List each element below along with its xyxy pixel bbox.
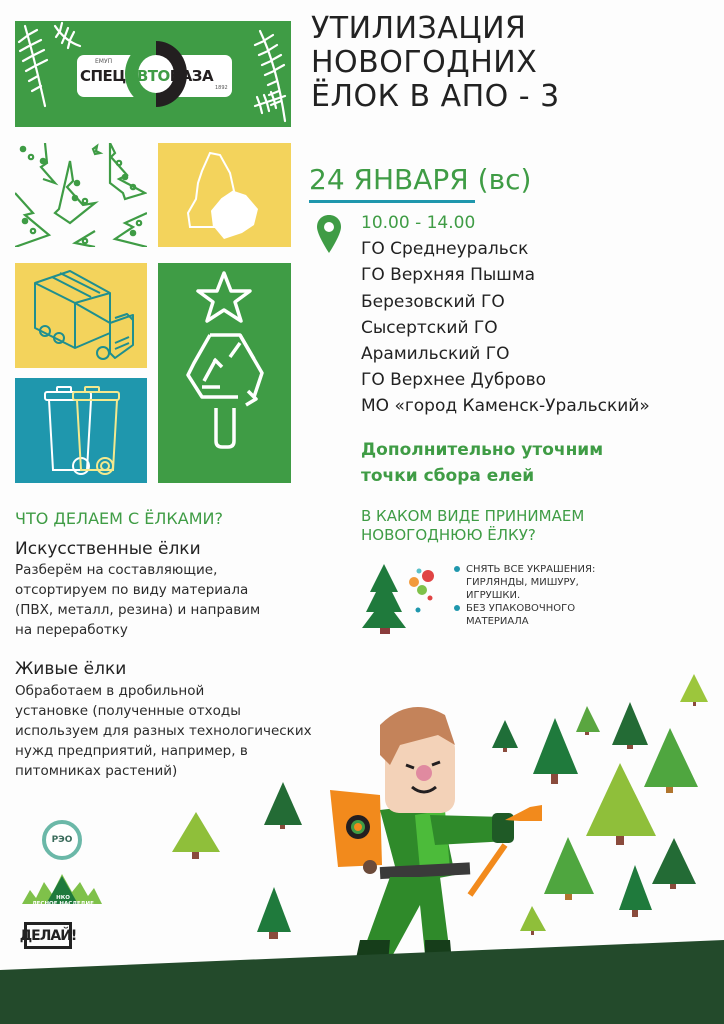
description-line: (ПВХ, металл, резина) и направим <box>15 602 261 618</box>
location-item: Арамильский ГО <box>361 344 510 365</box>
location-item: ГО Верхнее Дуброво <box>361 370 546 391</box>
description-line: используем для разных технологических <box>15 723 312 739</box>
tree-icon <box>172 812 220 859</box>
collection-time: 10.00 - 14.00 <box>361 213 476 233</box>
sverdlovsk-region-map-icon <box>158 143 291 247</box>
decorated-tree-icon <box>362 562 452 634</box>
tree-outline-pattern-icon <box>15 143 147 247</box>
requirement-item <box>454 563 595 602</box>
location-item: ГО Верхняя Пышма <box>361 265 536 286</box>
location-item: ГО Среднеуральск <box>361 239 529 260</box>
extra-note-line-2: точки сбора елей <box>361 466 535 486</box>
title-line-3: ЁЛОК В АПО - 3 <box>311 79 560 114</box>
description-line: питомниках растений) <box>15 763 178 779</box>
logo-word-spets: СПЕЦ <box>80 67 126 85</box>
delai-logo: ДЕЛАЙ! <box>24 922 72 949</box>
requirement-line: МАТЕРИАЛА <box>466 616 529 627</box>
collection-points-list <box>361 210 650 420</box>
requirements-list <box>454 563 595 628</box>
description-line: Обработаем в дробильной <box>15 683 205 699</box>
waste-bins-icon <box>15 378 147 483</box>
requirement-line: СНЯТЬ ВСЕ УКРАШЕНИЯ: <box>466 564 596 575</box>
garbage-truck-icon <box>15 263 147 368</box>
description-line: нужд предприятий, например, в <box>15 743 248 759</box>
region-map-tile <box>158 143 291 247</box>
requirement-line: ГИРЛЯНДЫ, МИШУРУ, <box>466 577 579 588</box>
ground-hill <box>0 940 724 1024</box>
event-date: 24 ЯНВАРЯ (вс) <box>309 163 532 196</box>
recycle-tree-tile <box>158 263 291 483</box>
spetsavtobaza-logo-banner <box>15 21 291 127</box>
reo-logo: РЭО <box>42 820 82 860</box>
location-item: Сысертский ГО <box>361 317 498 338</box>
nko-name: ЛЕСНОЕ НАСЛЕДИЕ <box>32 901 94 907</box>
extra-note <box>361 437 603 489</box>
garbage-truck-tile <box>15 263 147 368</box>
logo-prefix: ЕМУП <box>95 58 113 65</box>
requirement-item <box>454 602 595 628</box>
accept-title-line-1: В КАКОМ ВИДЕ ПРИНИМАЕМ <box>361 507 585 525</box>
logo-year: 1892 <box>215 85 228 91</box>
description-line: установке (полученные отходы <box>15 703 241 719</box>
logo-wordmark <box>80 67 213 85</box>
nko-label: НКО <box>56 895 70 901</box>
location-item: МО «город Каменск-Уральский» <box>361 396 650 417</box>
description-line: отсортируем по виду материала <box>15 582 249 598</box>
title-line-2: НОВОГОДНИХ <box>311 45 538 80</box>
extra-note-line-1: Дополнительно уточним <box>361 440 604 460</box>
description-line: на переработку <box>15 622 128 638</box>
accept-title-line-2: НОВОГОДНЮЮ ЁЛКУ? <box>361 526 536 544</box>
forest-heritage-logo-text <box>25 895 101 907</box>
artificial-trees-heading: Искусственные ёлки <box>15 539 201 559</box>
logo-word-baza: БАЗА <box>169 67 214 85</box>
date-underline <box>309 200 475 203</box>
page-title <box>311 12 560 114</box>
christmas-tree-pattern <box>15 143 147 247</box>
waste-bins-tile <box>15 378 147 483</box>
live-trees-heading: Живые ёлки <box>15 659 127 679</box>
logo-word-avto: АВТО <box>125 67 170 85</box>
description-line: Разберём на составляющие, <box>15 562 218 578</box>
accept-requirements-heading <box>361 507 584 545</box>
title-line-1: УТИЛИЗАЦИЯ <box>311 11 527 46</box>
requirement-line: ИГРУШКИ. <box>466 590 521 601</box>
what-we-do-heading: ЧТО ДЕЛАЕМ С ЁЛКАМИ? <box>15 509 223 528</box>
requirement-line: БЕЗ УПАКОВОЧНОГО <box>466 603 576 614</box>
location-item: Березовский ГО <box>361 291 505 312</box>
mascot-character <box>320 695 550 965</box>
recycle-christmas-tree-icon <box>158 263 291 483</box>
location-pin-icon <box>317 215 341 253</box>
artificial-trees-description <box>15 560 315 640</box>
